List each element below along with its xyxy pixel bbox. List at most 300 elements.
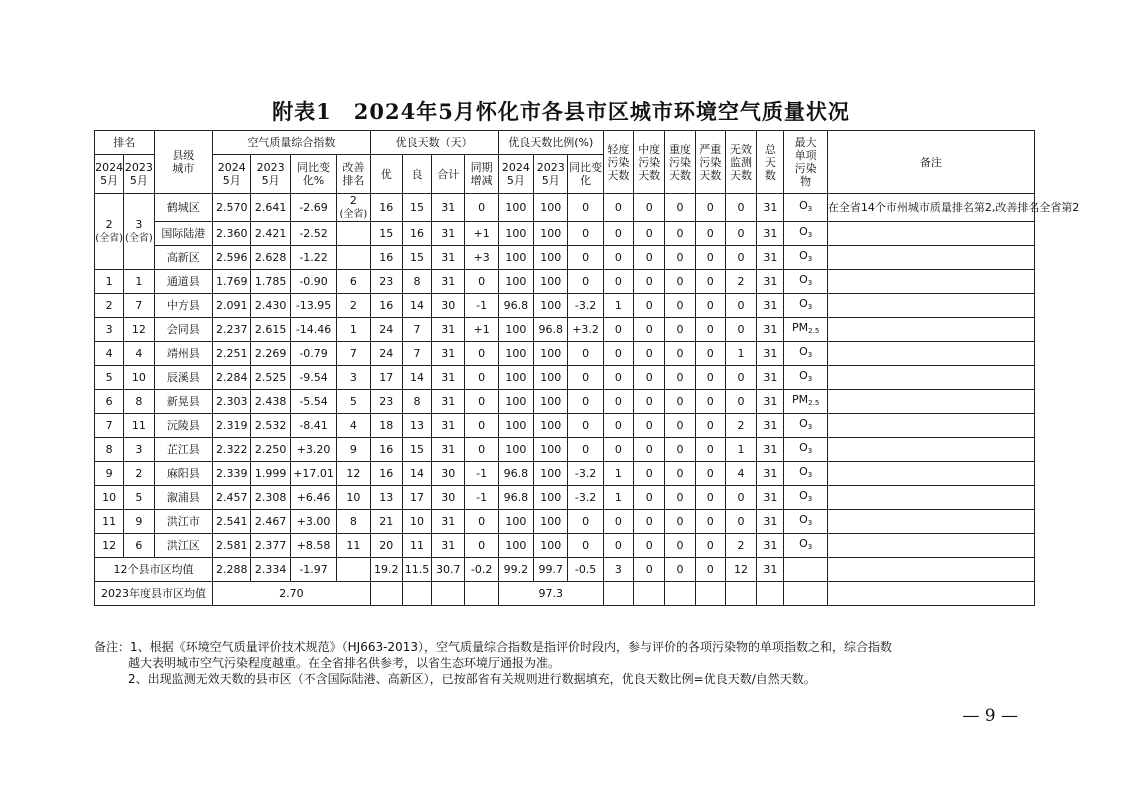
city-cell: 洪江区 [154, 534, 213, 558]
remark-cell [827, 222, 1034, 246]
good-cell: 8 [402, 270, 431, 294]
empty-cell [695, 582, 725, 606]
excellent-cell: 16 [370, 246, 402, 270]
ratio-2024-cell: 100 [498, 222, 533, 246]
moderate-cell: 0 [634, 222, 665, 246]
city-cell: 新晃县 [154, 390, 213, 414]
aqi-2023-cell: 2.628 [251, 246, 290, 270]
remark-cell [827, 342, 1034, 366]
severe-cell: 0 [695, 342, 725, 366]
heavy-cell: 0 [665, 558, 695, 582]
aqi-2023-cell: 2.438 [251, 390, 290, 414]
header-invalid: 无效监测天数 [725, 131, 756, 194]
aqi-2023-cell: 2.308 [251, 486, 290, 510]
city-cell: 通道县 [154, 270, 213, 294]
yoy-change-cell: 0 [465, 510, 498, 534]
table-row [95, 414, 1035, 438]
improve-rank-cell: 9 [337, 438, 370, 462]
pollutant-cell: $O_3$ [784, 462, 827, 486]
total-cell: 31 [757, 194, 784, 222]
excellent-cell: 21 [370, 510, 402, 534]
rank-2023-cell: 7 [124, 294, 154, 318]
remark-cell [827, 582, 1034, 606]
pollutant-cell: $O_3$ [784, 438, 827, 462]
city-cell: 会同县 [154, 318, 213, 342]
severe-cell: 0 [695, 246, 725, 270]
heavy-cell: 0 [665, 438, 695, 462]
improve-rank-cell: 10 [337, 486, 370, 510]
ratio-2023-cell: 100 [534, 194, 568, 222]
pollutant-cell: $O_3$ [784, 246, 827, 270]
remark-cell [827, 438, 1034, 462]
heavy-cell: 0 [665, 294, 695, 318]
footnotes [94, 639, 1044, 687]
ratio-yoy-cell: -3.2 [568, 294, 603, 318]
moderate-cell: 0 [634, 318, 665, 342]
excellent-cell: 18 [370, 414, 402, 438]
excellent-cell: 23 [370, 270, 402, 294]
light-cell: 0 [603, 246, 633, 270]
ratio-2024-cell: 100 [498, 270, 533, 294]
good-cell: 11 [402, 534, 431, 558]
header-total: 总天数 [757, 131, 784, 194]
aqi-yoy-cell: -13.95 [290, 294, 336, 318]
improve-rank-cell: 4 [337, 414, 370, 438]
pollutant-cell: $O_3$ [784, 342, 827, 366]
invalid-cell: 2 [725, 534, 756, 558]
good-cell: 7 [402, 342, 431, 366]
aqi-2023-cell: 2.421 [251, 222, 290, 246]
yoy-change-cell: -0.2 [465, 558, 498, 582]
rank-2024-cell: 4 [95, 342, 124, 366]
sum-cell: 31 [432, 534, 465, 558]
aqi-2023-cell: 2.615 [251, 318, 290, 342]
header-ratio-group: 优良天数比例(%) [498, 131, 603, 155]
severe-cell: 0 [695, 462, 725, 486]
remark-cell [827, 558, 1034, 582]
excellent-cell: 23 [370, 390, 402, 414]
total-cell: 31 [757, 438, 784, 462]
excellent-cell: 24 [370, 318, 402, 342]
empty-cell [634, 582, 665, 606]
invalid-cell: 1 [725, 342, 756, 366]
invalid-cell: 2 [725, 270, 756, 294]
rank-2024-cell: 2 (全省) [95, 194, 124, 270]
heavy-cell: 0 [665, 534, 695, 558]
ratio-2024-cell: 96.8 [498, 462, 533, 486]
severe-cell: 0 [695, 534, 725, 558]
moderate-cell: 0 [634, 390, 665, 414]
city-cell: 中方县 [154, 294, 213, 318]
city-cell: 辰溪县 [154, 366, 213, 390]
moderate-cell: 0 [634, 366, 665, 390]
sum-cell: 31 [432, 366, 465, 390]
improve-rank-cell: 1 [337, 318, 370, 342]
ratio-2024-cell: 100 [498, 438, 533, 462]
empty-cell [725, 582, 756, 606]
sum-cell: 31 [432, 510, 465, 534]
improve-rank-cell: 2 [337, 294, 370, 318]
aqi-2024-cell: 2.596 [213, 246, 251, 270]
city-cell: 芷江县 [154, 438, 213, 462]
ratio-2024-cell: 100 [498, 366, 533, 390]
excellent-cell: 17 [370, 366, 402, 390]
air-quality-table [94, 130, 1080, 606]
severe-cell: 0 [695, 194, 725, 222]
invalid-cell: 0 [725, 294, 756, 318]
empty-cell [402, 582, 431, 606]
aqi-yoy-cell: -1.22 [290, 246, 336, 270]
aqi-yoy-cell: -5.54 [290, 390, 336, 414]
year-average-row [95, 582, 1035, 606]
header-remark: 备注 [827, 131, 1034, 194]
sum-cell: 31 [432, 438, 465, 462]
ratio-yoy-cell: 0 [568, 270, 603, 294]
invalid-cell: 0 [725, 390, 756, 414]
aqi-2024-cell: 2.091 [213, 294, 251, 318]
sum-cell: 30 [432, 486, 465, 510]
sum-cell: 30 [432, 462, 465, 486]
year-average-aqi-cell: 2.70 [213, 582, 370, 606]
good-cell: 17 [402, 486, 431, 510]
improve-rank-cell [337, 558, 370, 582]
ratio-2023-cell: 100 [534, 342, 568, 366]
empty-cell [465, 582, 498, 606]
invalid-cell: 0 [725, 486, 756, 510]
excellent-cell: 16 [370, 294, 402, 318]
pollutant-cell: $O_3$ [784, 414, 827, 438]
rank-2023-cell: 9 [124, 510, 154, 534]
aqi-yoy-cell: -2.69 [290, 194, 336, 222]
rank-2023-cell: 10 [124, 366, 154, 390]
table-title: 附表1 2024年5月怀化市各县市区城市环境空气质量状况 [272, 99, 850, 124]
light-cell: 1 [603, 486, 633, 510]
table-row [95, 438, 1035, 462]
yoy-change-cell: 0 [465, 414, 498, 438]
light-cell: 3 [603, 558, 633, 582]
heavy-cell: 0 [665, 194, 695, 222]
table-row [95, 342, 1035, 366]
rank-2024-cell: 5 [95, 366, 124, 390]
heavy-cell: 0 [665, 270, 695, 294]
heavy-cell: 0 [665, 414, 695, 438]
improve-rank-cell [337, 222, 370, 246]
rank-2023-cell: 3 [124, 438, 154, 462]
moderate-cell: 0 [634, 246, 665, 270]
light-cell: 0 [603, 414, 633, 438]
average-label-cell: 12个县市区均值 [95, 558, 213, 582]
ratio-yoy-cell: 0 [568, 222, 603, 246]
light-cell: 0 [603, 222, 633, 246]
sum-cell: 30 [432, 294, 465, 318]
table-row [95, 390, 1035, 414]
yoy-change-cell: 0 [465, 194, 498, 222]
improve-rank-cell: 6 [337, 270, 370, 294]
total-cell: 31 [757, 462, 784, 486]
good-cell: 8 [402, 390, 431, 414]
rank-2024-cell: 11 [95, 510, 124, 534]
moderate-cell: 0 [634, 438, 665, 462]
yoy-change-cell: 0 [465, 390, 498, 414]
moderate-cell: 0 [634, 534, 665, 558]
rank-2023-cell: 12 [124, 318, 154, 342]
ratio-2024-cell: 100 [498, 414, 533, 438]
ratio-2023-cell: 100 [534, 366, 568, 390]
good-cell: 11.5 [402, 558, 431, 582]
heavy-cell: 0 [665, 366, 695, 390]
page-number: — 9 — [962, 706, 1018, 726]
remark-cell [827, 414, 1034, 438]
aqi-yoy-cell: -0.90 [290, 270, 336, 294]
light-cell: 0 [603, 390, 633, 414]
remark-cell [827, 534, 1034, 558]
invalid-cell: 1 [725, 438, 756, 462]
table-row [95, 222, 1035, 246]
total-cell: 31 [757, 270, 784, 294]
table-row [95, 194, 1035, 222]
ratio-2024-cell: 100 [498, 510, 533, 534]
table-row [95, 510, 1035, 534]
sum-cell: 31 [432, 342, 465, 366]
good-cell: 16 [402, 222, 431, 246]
severe-cell: 0 [695, 438, 725, 462]
ratio-yoy-cell: 0 [568, 390, 603, 414]
severe-cell: 0 [695, 270, 725, 294]
remark-cell [827, 510, 1034, 534]
ratio-yoy-cell: 0 [568, 510, 603, 534]
remark-cell [827, 294, 1034, 318]
empty-cell [432, 582, 465, 606]
rank-2024-cell: 6 [95, 390, 124, 414]
excellent-cell: 16 [370, 462, 402, 486]
moderate-cell: 0 [634, 486, 665, 510]
good-cell: 15 [402, 194, 431, 222]
header-rank: 排名 [95, 131, 155, 155]
ratio-yoy-cell: -3.2 [568, 462, 603, 486]
ratio-2023-cell: 99.7 [534, 558, 568, 582]
severe-cell: 0 [695, 558, 725, 582]
improve-rank-cell: 8 [337, 510, 370, 534]
heavy-cell: 0 [665, 510, 695, 534]
sum-cell: 31 [432, 414, 465, 438]
light-cell: 0 [603, 510, 633, 534]
ratio-2023-cell: 100 [534, 510, 568, 534]
light-cell: 0 [603, 270, 633, 294]
ratio-yoy-cell: 0 [568, 246, 603, 270]
header-good: 良 [402, 155, 431, 194]
header-aqi-2023: 2023 5月 [251, 155, 290, 194]
aqi-yoy-cell: +3.20 [290, 438, 336, 462]
sum-cell: 31 [432, 270, 465, 294]
aqi-yoy-cell: -14.46 [290, 318, 336, 342]
rank-2023-cell: 5 [124, 486, 154, 510]
moderate-cell: 0 [634, 294, 665, 318]
remark-cell [827, 462, 1034, 486]
light-cell: 0 [603, 318, 633, 342]
header-rank-2024: 2024 5月 [95, 155, 124, 194]
pollutant-cell: $O_3$ [784, 270, 827, 294]
total-cell: 31 [757, 366, 784, 390]
aqi-2023-cell: 2.532 [251, 414, 290, 438]
ratio-2024-cell: 99.2 [498, 558, 533, 582]
aqi-2024-cell: 2.322 [213, 438, 251, 462]
light-cell: 0 [603, 438, 633, 462]
aqi-2023-cell: 2.269 [251, 342, 290, 366]
total-cell: 31 [757, 534, 784, 558]
rank-2024-cell: 9 [95, 462, 124, 486]
table-row [95, 486, 1035, 510]
severe-cell: 0 [695, 510, 725, 534]
excellent-cell: 20 [370, 534, 402, 558]
ratio-2023-cell: 100 [534, 246, 568, 270]
total-cell: 31 [757, 318, 784, 342]
yoy-change-cell: -1 [465, 486, 498, 510]
rank-2023-cell: 2 [124, 462, 154, 486]
aqi-2023-cell: 2.334 [251, 558, 290, 582]
invalid-cell: 0 [725, 246, 756, 270]
aqi-2024-cell: 2.541 [213, 510, 251, 534]
table-row [95, 294, 1035, 318]
good-cell: 15 [402, 246, 431, 270]
year-average-label-cell: 2023年度县市区均值 [95, 582, 213, 606]
moderate-cell: 0 [634, 342, 665, 366]
pollutant-cell: $O_3$ [784, 486, 827, 510]
light-cell: 0 [603, 534, 633, 558]
footnote-1-cont: 越大表明城市空气污染程度越重。在全省排名供参考，以省生态环境厅通报为准。 [128, 656, 561, 670]
header-heavy: 重度污染天数 [665, 131, 695, 194]
rank-2023-cell: 3 (全省) [124, 194, 154, 270]
light-cell: 1 [603, 462, 633, 486]
invalid-cell: 4 [725, 462, 756, 486]
aqi-yoy-cell: -2.52 [290, 222, 336, 246]
total-cell: 31 [757, 390, 784, 414]
city-cell: 靖州县 [154, 342, 213, 366]
heavy-cell: 0 [665, 318, 695, 342]
header-aqi-group: 空气质量综合指数 [213, 131, 370, 155]
header-aqi-yoy: 同比变化% [290, 155, 336, 194]
ratio-yoy-cell: 0 [568, 342, 603, 366]
sum-cell: 31 [432, 222, 465, 246]
rank-2023-cell: 11 [124, 414, 154, 438]
aqi-yoy-cell: -0.79 [290, 342, 336, 366]
empty-cell [757, 582, 784, 606]
aqi-2024-cell: 2.570 [213, 194, 251, 222]
ratio-2023-cell: 100 [534, 534, 568, 558]
invalid-cell: 0 [725, 366, 756, 390]
header-aqi-2024: 2024 5月 [213, 155, 251, 194]
sum-cell: 30.7 [432, 558, 465, 582]
total-cell: 31 [757, 510, 784, 534]
yoy-change-cell: 0 [465, 534, 498, 558]
severe-cell: 0 [695, 294, 725, 318]
ratio-2023-cell: 100 [534, 222, 568, 246]
average-row [95, 558, 1035, 582]
aqi-2024-cell: 2.360 [213, 222, 251, 246]
header-ratio-2024: 2024 5月 [498, 155, 533, 194]
good-cell: 14 [402, 294, 431, 318]
ratio-2024-cell: 96.8 [498, 486, 533, 510]
total-cell: 31 [757, 294, 784, 318]
rank-2023-cell: 1 [124, 270, 154, 294]
rank-2024-cell: 2 [95, 294, 124, 318]
ratio-2023-cell: 96.8 [534, 318, 568, 342]
total-cell: 31 [757, 486, 784, 510]
table-row [95, 534, 1035, 558]
pollutant-cell [784, 558, 827, 582]
city-cell: 洪江市 [154, 510, 213, 534]
aqi-2023-cell: 1.999 [251, 462, 290, 486]
header-yoy-change: 同期增减 [465, 155, 498, 194]
aqi-2024-cell: 2.581 [213, 534, 251, 558]
table-row [95, 246, 1035, 270]
aqi-2024-cell: 2.288 [213, 558, 251, 582]
pollutant-cell: $O_3$ [784, 294, 827, 318]
remark-cell [827, 390, 1034, 414]
good-cell: 7 [402, 318, 431, 342]
heavy-cell: 0 [665, 222, 695, 246]
total-cell: 31 [757, 246, 784, 270]
light-cell: 0 [603, 194, 633, 222]
aqi-yoy-cell: -1.97 [290, 558, 336, 582]
ratio-2024-cell: 100 [498, 246, 533, 270]
good-cell: 15 [402, 438, 431, 462]
severe-cell: 0 [695, 222, 725, 246]
aqi-2023-cell: 2.641 [251, 194, 290, 222]
yoy-change-cell: +1 [465, 318, 498, 342]
ratio-2024-cell: 100 [498, 342, 533, 366]
table-row [95, 318, 1035, 342]
excellent-cell: 15 [370, 222, 402, 246]
sum-cell: 31 [432, 390, 465, 414]
yoy-change-cell: +1 [465, 222, 498, 246]
header-severe: 严重污染天数 [695, 131, 725, 194]
sum-cell: 31 [432, 194, 465, 222]
yoy-change-cell: 0 [465, 438, 498, 462]
ratio-2023-cell: 100 [534, 438, 568, 462]
header-ratio-2023: 2023 5月 [534, 155, 568, 194]
moderate-cell: 0 [634, 414, 665, 438]
moderate-cell: 0 [634, 194, 665, 222]
aqi-2024-cell: 1.769 [213, 270, 251, 294]
aqi-yoy-cell: +8.58 [290, 534, 336, 558]
ratio-yoy-cell: 0 [568, 414, 603, 438]
header-pollutant: 最大单项污染物 [784, 131, 827, 194]
excellent-cell: 24 [370, 342, 402, 366]
moderate-cell: 0 [634, 462, 665, 486]
ratio-2023-cell: 100 [534, 390, 568, 414]
yoy-change-cell: -1 [465, 294, 498, 318]
ratio-2024-cell: 100 [498, 194, 533, 222]
severe-cell: 0 [695, 486, 725, 510]
rank-2024-cell: 10 [95, 486, 124, 510]
header-good-days-group: 优良天数（天） [370, 131, 498, 155]
ratio-2023-cell: 100 [534, 462, 568, 486]
city-cell: 高新区 [154, 246, 213, 270]
rank-2024-cell: 8 [95, 438, 124, 462]
severe-cell: 0 [695, 390, 725, 414]
year-average-ratio-cell: 97.3 [498, 582, 603, 606]
improve-rank-cell [337, 246, 370, 270]
pollutant-cell: $O_3$ [784, 222, 827, 246]
remark-cell [827, 318, 1034, 342]
excellent-cell: 16 [370, 438, 402, 462]
ratio-2024-cell: 100 [498, 390, 533, 414]
total-cell: 31 [757, 342, 784, 366]
aqi-yoy-cell: -8.41 [290, 414, 336, 438]
remark-cell [827, 270, 1034, 294]
moderate-cell: 0 [634, 558, 665, 582]
ratio-yoy-cell: -0.5 [568, 558, 603, 582]
